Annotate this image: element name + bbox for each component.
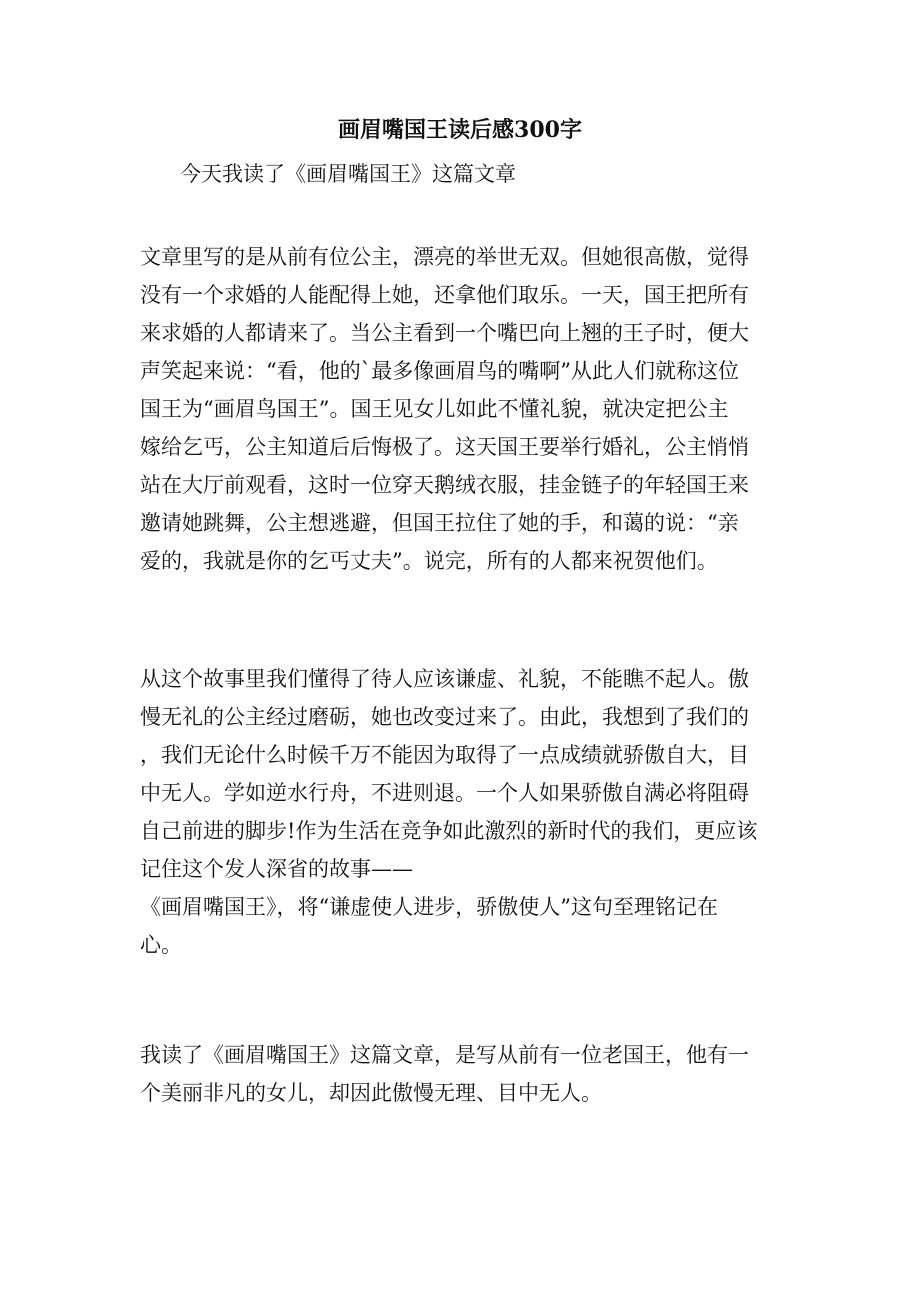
text-line: 《画眉嘴国王》，将“谦虚使人进步，骄傲使人”这句至理铭记在 [140,895,718,919]
text-line: 自己前进的脚步!作为生活在竞争如此激烈的新时代的我们，更应该 [140,819,758,843]
text-line: 邀请她跳舞，公主想逃避，但国王拉住了她的手，和蔼的说：“亲 [140,511,739,535]
text-line: 个美丽非凡的女儿，却因此傲慢无理、目中无人。 [140,1081,602,1105]
text-line: 嫁给乞丐，公主知道后后悔极了。这天国王要举行婚礼，公主悄悄 [140,435,749,459]
text-line: 心。 [140,933,182,957]
text-line: 从这个故事里我们懂得了待人应该谦虚、礼貌，不能瞧不起人。傲 [140,667,749,691]
text-line: 来求婚的人都请来了。当公主看到一个嘴巴向上翘的王子时，便大 [140,321,749,345]
text-line: 声笑起来说：“看，他的`最多像画眉鸟的嘴啊”从此人们就称这位 [140,359,739,383]
text-line: 我读了《画眉嘴国王》这篇文章，是写从前有一位老国王，他有一 [140,1043,749,1067]
text-line: 没有一个求婚的人能配得上她，还拿他们取乐。一天，国王把所有 [140,283,749,307]
document-subtitle: 今天我读了《画眉嘴国王》这篇文章 [180,162,516,186]
text-line: 中无人。学如逆水行舟，不进则退。一个人如果骄傲自满必将阻碍 [140,781,749,805]
paragraph-story-summary [140,238,800,580]
text-line: 国王为“画眉鸟国王”。国王见女儿如此不懂礼貌，就决定把公主 [140,397,729,421]
paragraph-second-intro [140,1036,800,1112]
text-line: 爱的，我就是你的乞丐丈夫”。说完，所有的人都来祝贺他们。 [140,549,718,573]
text-line: 站在大厅前观看，这时一位穿天鹅绒衣服，挂金链子的年轻国王来 [140,473,749,497]
paragraph-reflection [140,660,800,964]
text-line: ，我们无论什么时候千万不能因为取得了一点成绩就骄傲自大，目 [140,743,749,767]
text-line: 文章里写的是从前有位公主，漂亮的举世无双。但她很高傲，觉得 [140,245,749,269]
text-line: 慢无礼的公主经过磨砺，她也改变过来了。由此，我想到了我们的 [140,705,749,729]
document-title: 画眉嘴国王读后感300字 [338,117,582,143]
text-line: 记住这个发人深省的故事—— [140,857,413,881]
